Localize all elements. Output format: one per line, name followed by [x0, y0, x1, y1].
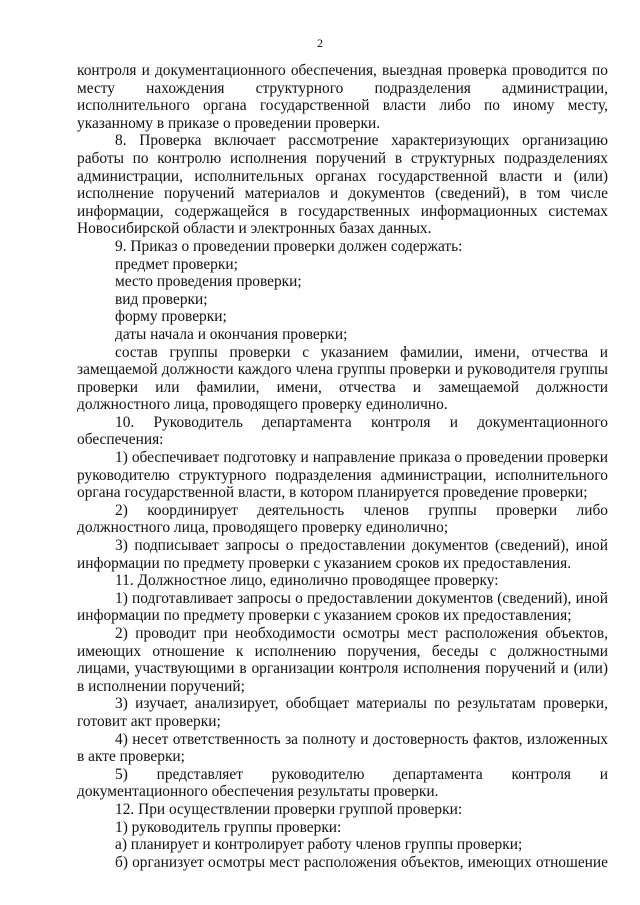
paragraph: 3) изучает, анализирует, обобщает материалы по результатам проверки, готовит акт проверки;	[77, 695, 608, 730]
paragraph: 12. При осуществлении проверки группой проверки:	[115, 800, 463, 818]
paragraph: 5) представляет руководителю департамента контроля и документационного обеспечения результаты проверки.	[77, 765, 608, 801]
paragraph: 11. Должностное лицо, единолично проводящее проверку:	[115, 572, 499, 590]
paragraph: даты начала и окончания проверки;	[115, 325, 348, 343]
paragraph: место проведения проверки;	[115, 273, 302, 291]
paragraph: форму проверки;	[115, 308, 227, 326]
paragraph: 1) подготавливает запросы о предоставлении документов (сведений), иной информации по предмету проверки с указанием сроков их предоставления;	[77, 589, 608, 625]
paragraph: 1) руководитель группы проверки:	[115, 818, 342, 836]
page-number: 2	[317, 36, 323, 50]
paragraph: 3) подписывает запросы о предоставлении документов (сведений), иной информации по предмету проверки с указанием сроков их предоставления.	[77, 537, 608, 572]
paragraph: контроля и документационного обеспечения, выездная проверка проводится по месту нахождения структурного подразделения администрации, исполнительного органа государственной власти либо по иному месту, указанному в приказе о проведении проверки.	[77, 62, 608, 132]
paragraph: 2) координирует деятельность членов группы проверки либо должностного лица, проводящего проверку единолично;	[77, 501, 608, 537]
paragraph: 1) обеспечивает подготовку и направление приказа о проведении проверки руководителю структурного подразделения администрации, исполнительного органа государственной власти, в котором планируется проведение проверки;	[77, 449, 608, 502]
paragraph: б) организует осмотры мест расположения объектов, имеющих отношение	[115, 853, 608, 871]
document-body	[77, 62, 608, 871]
paragraph: 9. Приказ о проведении проверки должен содержать:	[115, 237, 463, 255]
paragraph: 2) проводит при необходимости осмотры мест расположения объектов, имеющих отношение к исполнению поручения, беседы с должностными лицами, участвующими в организации контроля исполнения поручений и (или) в исполнении поручений;	[77, 625, 608, 695]
paragraph: а) планирует и контролирует работу членов группы проверки;	[115, 836, 523, 854]
paragraph: предмет проверки;	[115, 255, 238, 273]
paragraph: состав группы проверки с указанием фамилии, имени, отчества и замещаемой должности каждого члена группы проверки и руководителя группы проверки или фамилии, имени, отчества и замещаемой должности должностного лица, проводящего проверку единолично.	[77, 343, 608, 414]
paragraph: 10. Руководитель департамента контроля и документационного обеспечения:	[77, 413, 608, 449]
paragraph: 4) несет ответственность за полноту и достоверность фактов, изложенных в акте проверки;	[77, 730, 608, 766]
paragraph: 8. Проверка включает рассмотрение характеризующих организацию работы по контролю исполнения поручений в структурных подразделениях администрации, исполнительных органах государственной власти и (или) исполнение поручений материалов и документов (сведений), в том числе информации, содержащейся в государственных информационных системах Новосибирской области и электронных базах данных.	[77, 132, 608, 238]
paragraph: вид проверки;	[115, 290, 208, 308]
